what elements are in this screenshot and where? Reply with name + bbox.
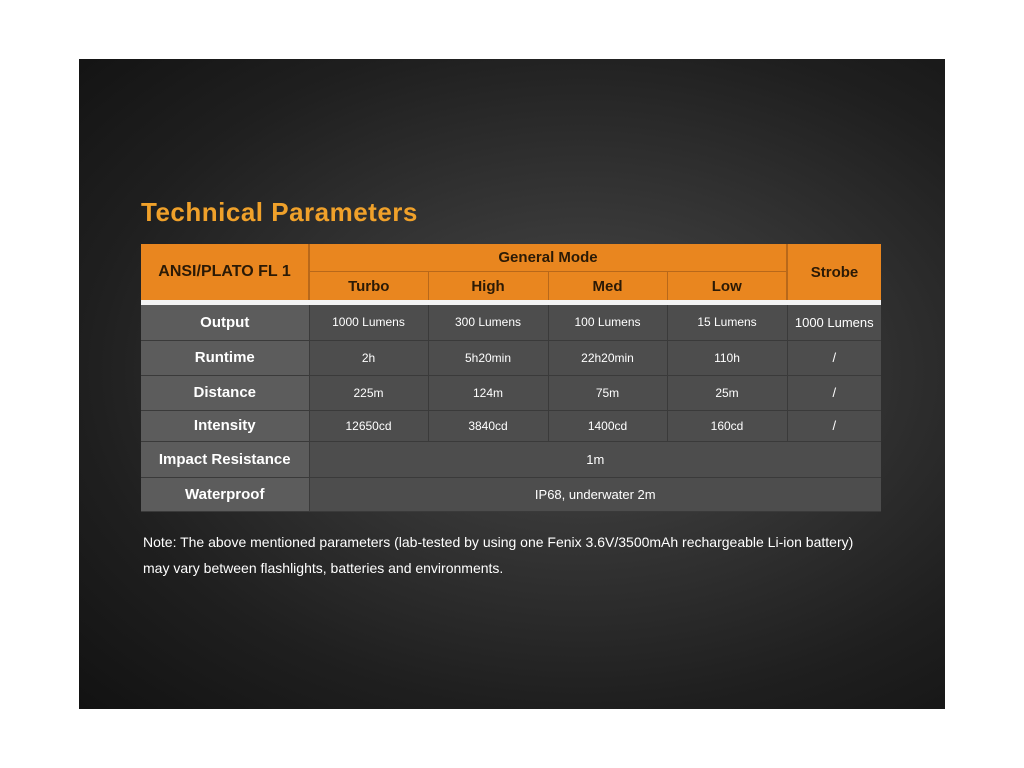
cell-output-turbo: 1000 Lumens: [309, 305, 428, 340]
cell-runtime-low: 110h: [667, 340, 787, 375]
cell-distance-low: 25m: [667, 375, 787, 410]
header-row-top: [141, 244, 881, 272]
table-row-waterproof: [141, 477, 881, 511]
cell-intensity-high: 3840cd: [428, 410, 548, 441]
cell-output-med: 100 Lumens: [548, 305, 667, 340]
header-mode-low: Low: [667, 272, 787, 301]
row-label-impact: Impact Resistance: [141, 441, 309, 477]
footnote-line-2: may vary between flashlights, batteries and environments.: [143, 560, 504, 576]
header-mode-med: Med: [548, 272, 667, 301]
cell-distance-strobe: /: [787, 375, 881, 410]
cell-distance-med: 75m: [548, 375, 667, 410]
header-general-mode: General Mode: [309, 244, 787, 272]
cell-runtime-high: 5h20min: [428, 340, 548, 375]
cell-distance-turbo: 225m: [309, 375, 428, 410]
row-label-intensity: Intensity: [141, 410, 309, 441]
cell-waterproof-value: IP68, underwater 2m: [309, 477, 881, 511]
spec-table: [141, 244, 881, 512]
page-title: Technical Parameters: [141, 197, 418, 227]
header-mode-turbo: Turbo: [309, 272, 428, 301]
header-standard-label: ANSI/PLATO FL 1: [141, 244, 309, 300]
row-label-runtime: Runtime: [141, 340, 309, 375]
table-row-distance: [141, 375, 881, 410]
footnote-line-1: Note: The above mentioned parameters (lab-tested by using one Fenix 3.6V/3500mAh rechargeable Li-ion battery): [143, 534, 854, 550]
table-row-impact: [141, 441, 881, 477]
table-row-runtime: [141, 340, 881, 375]
cell-runtime-strobe: /: [787, 340, 881, 375]
cell-impact-value: 1m: [309, 441, 881, 477]
cell-intensity-turbo: 12650cd: [309, 410, 428, 441]
row-label-output: Output: [141, 305, 309, 340]
spec-panel: [79, 59, 945, 709]
cell-intensity-low: 160cd: [667, 410, 787, 441]
cell-runtime-turbo: 2h: [309, 340, 428, 375]
header-mode-high: High: [428, 272, 548, 301]
header-strobe: Strobe: [787, 244, 881, 300]
table-row-intensity: [141, 410, 881, 441]
footnote: [143, 529, 903, 581]
cell-intensity-med: 1400cd: [548, 410, 667, 441]
cell-distance-high: 124m: [428, 375, 548, 410]
table-row-output: [141, 305, 881, 340]
cell-intensity-strobe: /: [787, 410, 881, 441]
cell-output-low: 15 Lumens: [667, 305, 787, 340]
row-label-distance: Distance: [141, 375, 309, 410]
row-label-waterproof: Waterproof: [141, 477, 309, 511]
cell-output-high: 300 Lumens: [428, 305, 548, 340]
cell-output-strobe: 1000 Lumens: [787, 305, 881, 340]
cell-runtime-med: 22h20min: [548, 340, 667, 375]
